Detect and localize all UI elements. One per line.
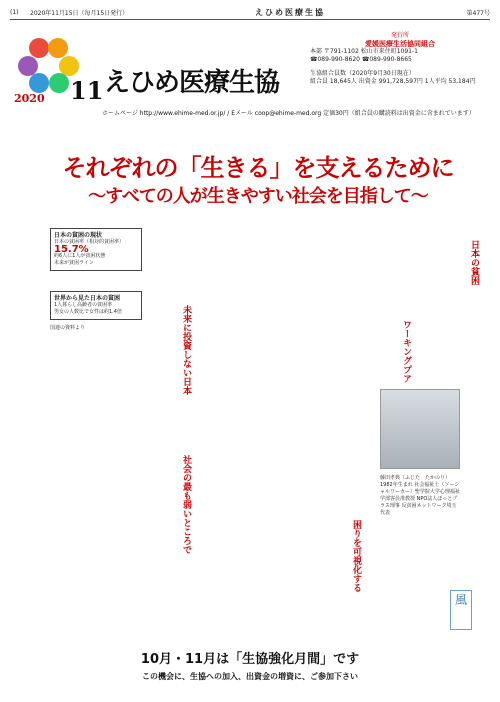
issue-number: 第477号 — [466, 10, 490, 17]
members-heading: 生協組合員数（2020年9月30日現在） — [310, 70, 415, 77]
column-heading-5: 困りを可視化する — [351, 520, 361, 592]
poverty-foot: 未来が貧困ライン — [54, 260, 94, 266]
masthead-title: えひめ医療生協 — [104, 68, 280, 98]
issue-year: 2020 — [14, 92, 45, 105]
page-number: (1) — [10, 9, 19, 16]
compare-box — [50, 291, 142, 320]
compare-note2: 男女の人数比で女性は約1.4倍 — [54, 309, 122, 315]
top-header-line — [10, 6, 490, 20]
footer-title: 10月・11月は「生協強化月間」です — [140, 652, 360, 667]
poverty-rate-label: 日本の貧困率（相対的貧困率） — [54, 239, 125, 245]
column-heading-2: ワーキングプア — [401, 320, 411, 383]
poverty-box — [50, 228, 142, 271]
column-heading-4: 社会の最も弱いところで — [181, 455, 191, 554]
subheadline: ～すべての人が生きやすい社会を目指して～ — [88, 186, 428, 207]
poverty-title: 日本の貧困の現状 — [54, 232, 103, 239]
publisher-tel: ☎089-990-8620 ☎089-990-8665 — [310, 56, 412, 63]
footer-banner — [20, 648, 480, 682]
poverty-rate: 15.7% — [54, 244, 89, 255]
publisher-address: 本部 〒791-1102 松山市来住町1091-1 — [310, 48, 418, 55]
column-heading-3: 未来に投資しない日本 — [181, 305, 191, 395]
members-count: 組合員 18,645人 出資金 991,728,597円 1人平均 53,184円 — [310, 78, 476, 85]
issue-month: 11 — [70, 76, 104, 105]
issue-date: 2020年11月15日（毎月15日発行） — [30, 10, 129, 17]
column-heading-1: 日本の貧困 — [469, 240, 479, 285]
masthead — [10, 22, 490, 120]
source-note: 国連の資料より — [50, 325, 86, 331]
publisher-label: 発行所 — [390, 32, 409, 39]
compare-title: 世界から見た日本の貧困 — [54, 295, 121, 302]
compare-note: 1人暮らし高齢者の貧困率 — [54, 302, 113, 308]
homepage-line: ホームページ http://www.ehime-med.or.jp/ / Eメール coop@ehime-med.org 定価30円（組合員の購読料は出資金に含まれています） — [102, 110, 475, 117]
kaze-tag: 風 — [450, 590, 472, 630]
paper-title: えひめ医療生協 — [255, 8, 325, 17]
sidebar-boxes — [50, 228, 142, 503]
author-caption: 藤田孝典（ふじた たかのり）1982年生まれ 社会福祉士（ソーシャルワーカー）聖学院大学心理福祉学部客員准教授 NPO法人ほっとプラス理事 反貧困ネットワーク埼玉代表 — [380, 475, 460, 516]
author-photo — [380, 389, 460, 469]
publisher-org: 愛媛医療生活協同組合 — [365, 40, 435, 48]
footer-subtitle: この機会に、生協への加入、出資金の増資に、ご参加下さい — [142, 672, 358, 681]
poverty-note: 約6人に1人が貧困状態 — [54, 253, 106, 259]
publisher-box — [310, 32, 490, 86]
headline: それぞれの「生きる」を支えるために — [62, 154, 454, 182]
